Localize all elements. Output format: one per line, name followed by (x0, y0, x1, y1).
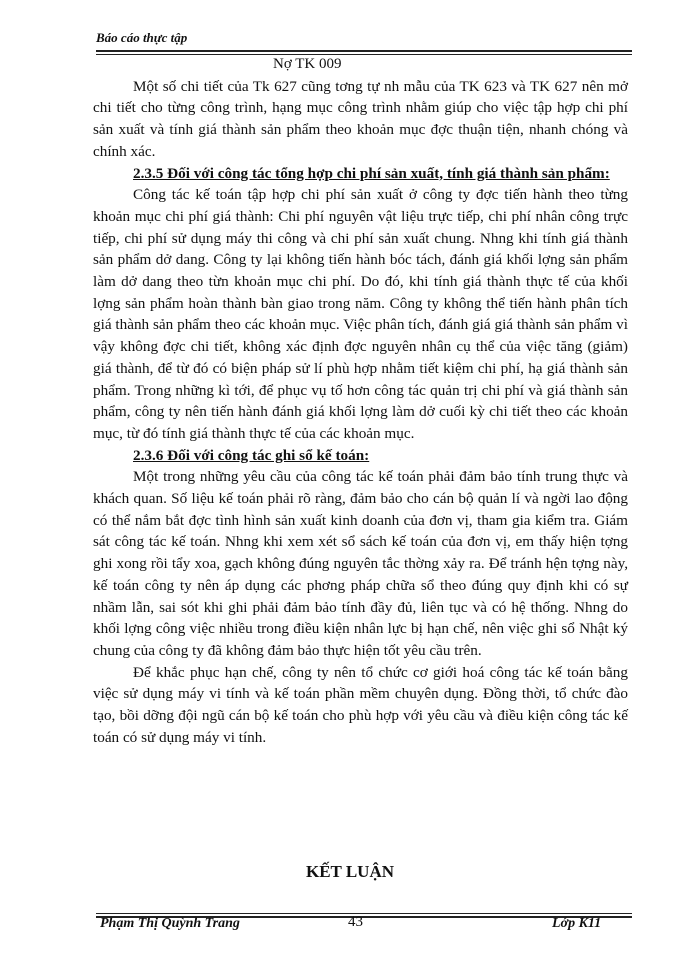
heading-2-3-6: 2.3.6 Đối với công tác ghi sổ kế toán: (133, 446, 370, 464)
footer-rule-thin (96, 913, 632, 914)
conclusion-title: KẾT LUẬN (305, 862, 394, 881)
header-title: Báo cáo thực tập (96, 30, 188, 45)
footer-class: Lớp K11 (552, 916, 602, 931)
header-rule (96, 50, 632, 52)
paragraph-3: Một trong những yêu cầu của công tác kế toán phải đảm bảo tính trung thực và khách quan. Số liệu kế toán phải rõ ràng, đảm bảo cho cán bộ quản lí và ngời lao động có thể nắm bắt đợc tình hình sản xuất kinh doanh của đơn vị, tham gia kiểm tra. Giám sát công tác kế toán. Nhng khi xem xét sổ sách kế toán của đơn vị, em thấy hiện tợng ghi xong rồi tẩy xoa, gạch không đúng nguyên tắc thờng xảy ra. Để tránh hện tợng này, kế toán công ty nên áp dụng các phơng pháp chữa sổ theo đúng quy định khi có sự nhầm lẫn, sai sót khi ghi phải đảm bảo tính đầy đủ, liên tục và có hệ thống. Nhng do khối lợng công việc nhiều trong điều kiện nhân lực bị hạn chế, nên việc ghi sổ Nhật ký chung của công ty đã không đảm bảo thực hiện tốt yêu cầu trên. (93, 468, 628, 659)
page-number: 43 (348, 914, 363, 930)
paragraph-4: Để khắc phục hạn chế, công ty nên tổ chức cơ giới hoá công tác kế toán bằng việc sử dụng máy vi tính và kế toán phần mềm chuyên dụng. Đồng thời, tổ chức đào tạo, bồi dỡng đội ngũ cán bộ kế toán cho phù hợp với yêu cầu và điều kiện công tác kế toán có sử dụng máy vi tính. (93, 663, 628, 746)
heading-2-3-5: 2.3.5 Đối với công tác tổng hợp chi phí sản xuất, tính giá thành sản phẩm: (133, 164, 610, 182)
paragraph-1: Một số chi tiết của Tk 627 cũng tơng tự nh mẫu của TK 623 và TK 627 nên mở chi tiết cho từng công trình, hạng mục công trình nhằm giúp cho việc tập hợp chi phí sản xuất và tính giá thành sản phẩm theo khoản mục đợc thuận tiện, nhanh chóng và chính xác. (93, 77, 628, 160)
footer-author: Phạm Thị Quỳnh Trang (100, 916, 240, 931)
body-text (93, 54, 628, 749)
tk-line: Nợ TK 009 (273, 56, 342, 72)
paragraph-2: Công tác kế toán tập hợp chi phí sản xuất ở công ty đợc tiến hành theo từng khoản mục chi phí giá thành: Chi phí nguyên vật liệu trực tiếp, chi phí nhân công trực tiếp, chi phí sử dụng máy thi công và chi phí sản xuất chung. Nhng khi tính giá thành sản phẩm dở dang. Công ty lại không tiến hành bóc tách, đánh giá khối lợng sản phẩm làm dở dang theo từn khoản mục chi phí. Do đó, khi tính giá thành thực tế của khối lợng sản phẩm hoàn thành bàn giao trong năm. Công ty không thể tiến hành phân tích giá thành sản phẩm theo các khoản mục. Việc phân tích, đánh giá giá thành sản phẩm vì vậy không đợc chi tiết, không xác định đợc nguyên nhân cụ thể của việc tăng (giảm) giá thành, để từ đó có biện pháp sử lí phù hợp nhằm tiết kiệm chi phí, hạ giá thành sản phẩm. Trong những kì tới, để phục vụ tố hơn công tác quản trị chi phí và giá thành sản phẩm, công ty nên tiến hành đánh giá khối lợng làm dở cuối kỳ chi tiết theo các khoản mục, từ đó tính giá thành thực tế của các khoản mục. (93, 186, 628, 442)
